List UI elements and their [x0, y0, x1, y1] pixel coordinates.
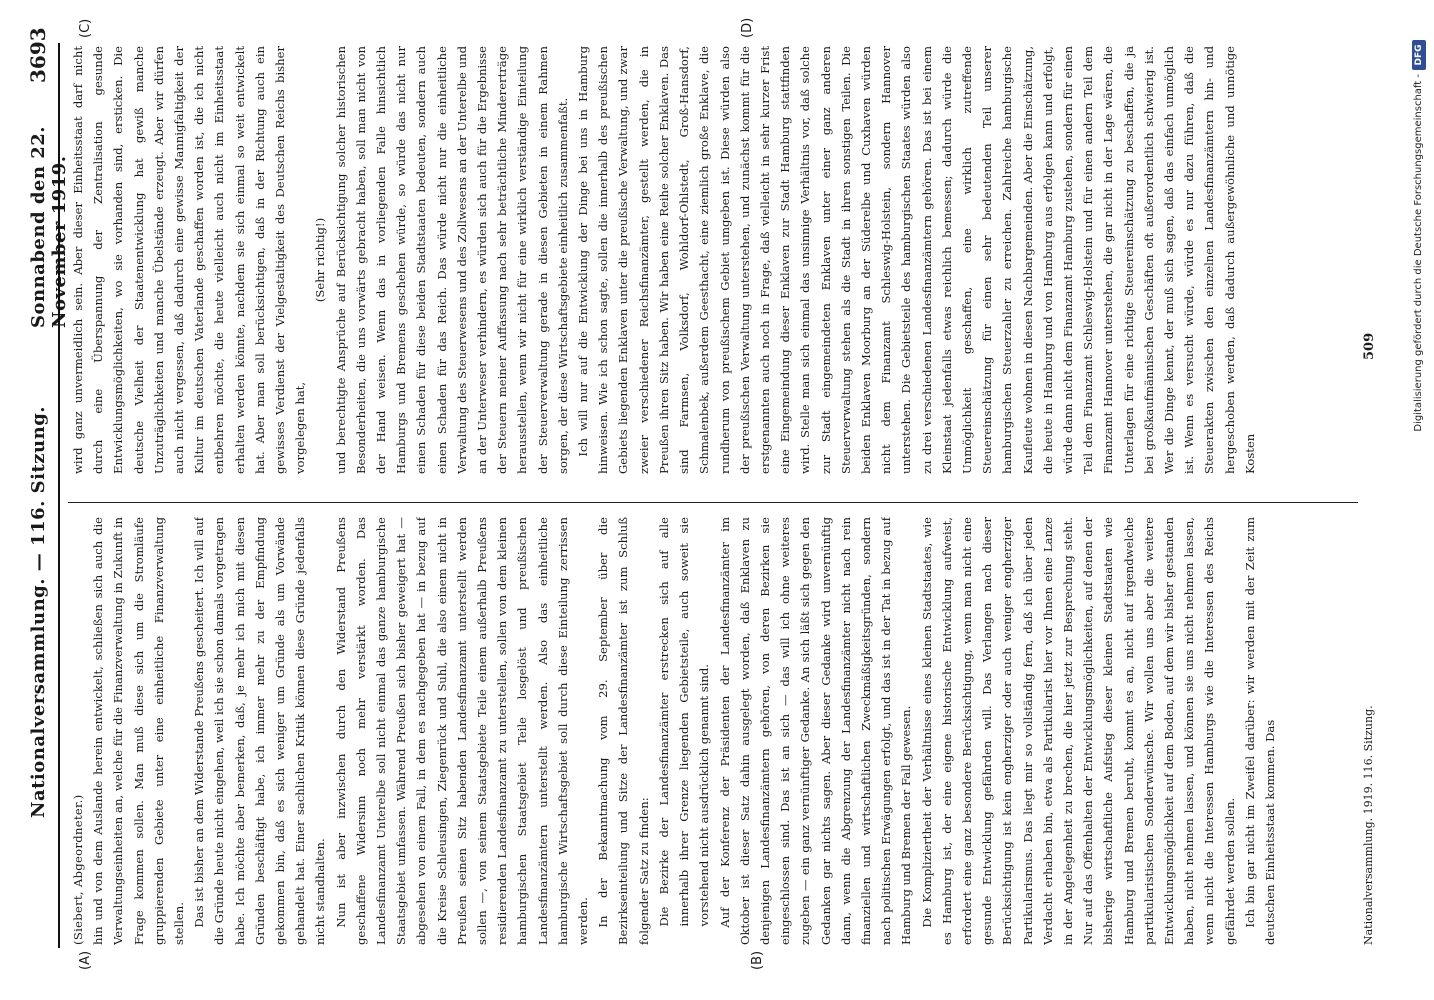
dfg-logo: DFG	[1412, 40, 1426, 70]
running-head-left: Nationalversammlung. — 116. Sitzung.	[28, 405, 49, 818]
paragraph: Auf der Konferenz der Präsidenten der Landesfinanzämter im Oktober ist dieser Satz dahin ausgelegt worden, daß Enklaven zu denjenigen Landesfinanzämtern gehören, von deren Bezirken sie eingeschlossen sind. Das ist an sich — das will ich ohne weiteres zugeben — ein ganz vernünftiger Gedanke. An sich läßt sich gegen den Gedanken gar nichts sagen. Aber dieser Gedanke wird unvernünftig dann, wenn die Abgrenzung der Landesfinanzämter nicht nach rein finanziellen und wirtschaftlichen Zweckmäßigkeitsgründen, sondern nach politischen Erwägungen erfolgt, und das ist in der Tat in bezug auf Hamburg und Bremen der Fall gewesen.	[717, 517, 914, 945]
paragraph: und berechtigte Ansprüche auf Berücksichtigung solcher historischen Besonderheiten, die uns vorwärts gebracht haben, soll man nicht von der Hand weisen. Wenn das in vorliegenden Falle hinsichtlich Hamburgs und Bremens geschehen würde, so würde das nicht nur einen Schaden für diese beiden Stadtstaaten bedeuten, sondern auch einen Schaden für das Reich. Das würde nicht nur die einheitliche Verwaltung des Steuerwesens und des Zollwesens an der Unterelbe und an der Unterweser verhindern, es würden sich auch für die Ergebnisse der Steuern meiner Auffassung nach sehr beträchtliche Mindererträge herausstellen, wenn wir nicht für eine wirklich verständige Einteilung der Steuerverwaltung gerade in diesen Gebieten in einem Rahmen sorgen, der diese Wirtschaftsgebiete einheitlich zusammenfaßt.	[333, 46, 570, 474]
margin-letter-b: (B)	[750, 950, 765, 970]
paragraph: Nun ist aber inzwischen durch den Widerstand Preußens geschaffene Widersinn noch mehr verstärkt worden. Das Landesfinanzamt Unterelbe soll nicht einmal das ganze hamburgische Staatsgebiet umfassen. Während Preußen sich bisher geweigert hat — abgesehen von einem Fall, in dem es nachgegeben hat — in bezug auf die Kreise Schleusingen, Ziegenrück und Suhl, die also einem nicht in Preußen seinen Sitz habenden Landesfinanzamt unterstellt werden sollen —, von seinem Staatsgebiete Teile einem außerhalb Preußens residierenden Landesfinanzamt zu unterstellen, sollen von dem kleinen hamburgischen Staatsgebiet Teile losgelöst und preußischen Landesfinanzämtern unterstellt werden. Also das einheitliche hamburgische Wirtschaftsgebiet soll durch diese Einteilung zerrissen werden.	[333, 517, 591, 945]
margin-letter-d: (D)	[740, 17, 755, 38]
digitization-notice: Digitalisierung gefördert durch die Deutsche Forschungsgemeinschaft -	[1413, 74, 1424, 432]
running-head-right: Sonnabend den 22. November 1919.	[28, 125, 70, 328]
header-rule	[58, 43, 60, 948]
interjection: (Sehr richtig!)	[313, 217, 328, 303]
page-number: 3693	[26, 27, 50, 83]
paragraph: hin und von dem Auslande herein entwickelt, schließen sich auch die Verwaltungseinheiten an, welche für die Finanzverwaltung in Zukunft in Frage kommen sollen. Man muß diese sich um die Stromläufe gruppierenden Gebiete unter eine einheitliche Finanzverwaltung stellen.	[91, 517, 187, 945]
leaf-number: 509	[1362, 332, 1377, 360]
paragraph: Ich will nur auf die Entwicklung der Dinge bei uns in Hamburg hinweisen. Wie ich schon sagte, sollen die innerhalb des preußischen Gebiets liegenden Enklaven unter die preußische Verwaltung, und zwar zweier verschiedener Reichsfinanzämter, gestellt werden, die in Preußen ihren Sitz haben. Wir haben eine Reihe solcher Enklaven. Das sind Farmsen, Volksdorf, Wohldorf-Ohlstedt, Groß-Hansdorf, Schmalenbek, außerdem Geesthacht, eine ziemlich große Enklave, die rundherum von preußischem Gebiet umgeben ist. Diese würden also der preußischen Verwaltung unterstehen, und zunächst kommt für die erstgenannten auch noch in Frage, daß vielleicht in sehr kurzer Frist eine Eingemeindung dieser Enklaven zur Stadt Hamburg stattfinden wird. Stelle man sich einmal das unsinnige Verhältnis vor, daß solche zur Stadt eingemeindeten Enklaven unter einer ganz anderen Steuerverwaltung stehen als die Stadt in ihren sonstigen Teilen. Die beiden Enklaven Moorburg an der Süderelbe und Cuxhaven würden nicht dem Finanzamt Schleswig-Holstein, sondern Hannover unterstehen. Die Gebietsteile des hamburgischen Staates würden also zu drei verschiedenen Landesfinanzämtern gehören. Das ist bei einem Kleinstaat jedenfalls etwas reichlich bemessen; dadurch würde die Unmöglichkeit geschaffen, eine wirklich zutreffende Steuereinschätzung für einen sehr bedeutenden Teil unserer hamburgischen Steuerzahler zu erreichen. Zahlreiche hamburgische Kaufleute wohnen in diesen Nachbargemeinden. Aber die Einschätzung, die heute in Hamburg und von Hamburg aus erfolgen kann und erfolgt, würde dann nicht dem Finanzamt Hamburg zustehen, sondern für einen Teil dem Finanzamt Schleswig-Holstein und für einen andern Teil dem Finanzamt Hannover unterstehen, die gar nicht in der Lage wären, die Unterlagen für eine richtige Steuereinschätzung zu beschaffen, die ja bei großkaufmännischen Geschäften oft außerordentlich schwierig ist. Wer die Dinge kennt, der muß sich sagen, daß das einfach unmöglich ist. Wenn es versucht würde, würde es nur dazu führen, daß die Steuerakten zwischen den einzelnen Landesfinanzämtern hin- und hergeschoben werden, daß dadurch außergewöhnliche und unnötige Kosten	[576, 46, 1257, 474]
block-quote: Die Bezirke der Landesfinanzämter erstrecken sich auf alle innerhalb ihrer Grenze liegenden Gebietsteile, auch soweit sie vorstehend nicht ausdrücklich genannt sind.	[656, 517, 712, 927]
footer-note: Nationalversammlung. 1919. 116. Sitzung.	[1362, 705, 1375, 945]
right-column	[68, 46, 1358, 474]
paragraph: wird ganz unvermeidlich sein. Aber dieser Einheitsstaat darf nicht durch eine Überspannung der Zentralisation gesunde Entwicklungsmöglichkeiten, wo sie vorhanden sind, ersticken. Die deutsche Vielheit der Staatenentwicklung hat gewiß manche Unzuträglichkeiten und manche Übelstände erzeugt. Aber wir dürfen auch nicht vergessen, daß dadurch eine gewisse Mannigfaltigkeit der Kultur im deutschen Vaterlande geschaffen worden ist, die ich nicht entbehren möchte, die heute vielleicht auch nicht im Einheitsstaat erhalten werden könnte, nachdem sie sich einmal so weit entwickelt hat. Aber man soll berücksichtigen, daß in der Richtung auch ein gewisses Verdienst der Vielgestaltigkeit des Deutschen Reichs bisher vorgelegen hat,	[71, 46, 308, 474]
margin-letter-c: (C)	[78, 18, 93, 38]
paragraph: Ich bin gar nicht im Zweifel darüber: wir werden mit der Zeit zum deutschen Einheitsstaat kommen. Das	[1242, 517, 1277, 945]
paragraph: Das ist bisher an dem Widerstande Preußens gescheitert. Ich will auf die Gründe heute nicht eingehen, weil ich sie schon damals vorgetragen habe. Ich möchte aber bemerken, daß, je mehr ich mich mit diesen Gründen beschäftigt habe, ich immer mehr zu der Empfindung gekommen bin, daß es sich weniger um Gründe als um Vorwände gehandelt hat. Einer sachlichen Kritik können diese Gründe jedenfalls nicht standhalten.	[192, 517, 328, 945]
paragraph: In der Bekanntmachung vom 29. September über die Bezirkseinteilung und Sitze der Landesfinanzämter ist zum Schluß folgender Satz zu finden:	[596, 517, 651, 945]
column-divider	[68, 502, 1358, 503]
left-column	[68, 517, 1358, 945]
paragraph: Die Kompliziertheit der Verhältnisse eines kleinen Stadtstaates, wie es Hamburg ist, der eine eigene historische Entwicklung aufweist, erfordert eine ganz besondere Berücksichtigung, wenn man nicht eine gesunde Entwicklung gefährden will. Das Verlangen nach dieser Berücksichtigung ist kein engherziger oder auch weniger engherziger Partikularismus. Das liegt mir so vollständig fern, daß ich über jeden Verdacht erhaben bin, etwa als Partikularist hier vor Ihnen eine Lanze in der Angelegenheit zu brechen, die hier jetzt zur Besprechung steht. Nur auf das Offenhalten der Entwicklungsmöglichkeiten, auf denen der bisherige wirtschaftliche Aufstieg dieser kleinen Stadtstaaten wie Hamburg und Bremen beruht, kommt es an, nicht auf irgendwelche partikularistischen Sonderwünsche. Wir wollen uns aber die weitere Entwicklungsmöglichkeit auf dem Boden, auf dem wir bisher gestanden haben, nicht nehmen lassen, und können sie uns nicht nehmen lassen, wenn nicht die Interessen Hamburgs wie die Interessen des Reichs gefährdet werden sollen.	[919, 517, 1237, 945]
margin-letter-a: (A)	[78, 950, 93, 970]
digitization-stamp	[1412, 40, 1428, 940]
speaker-line: (Siebert, Abgeordneter.)	[71, 794, 85, 945]
page-header	[20, 27, 70, 948]
